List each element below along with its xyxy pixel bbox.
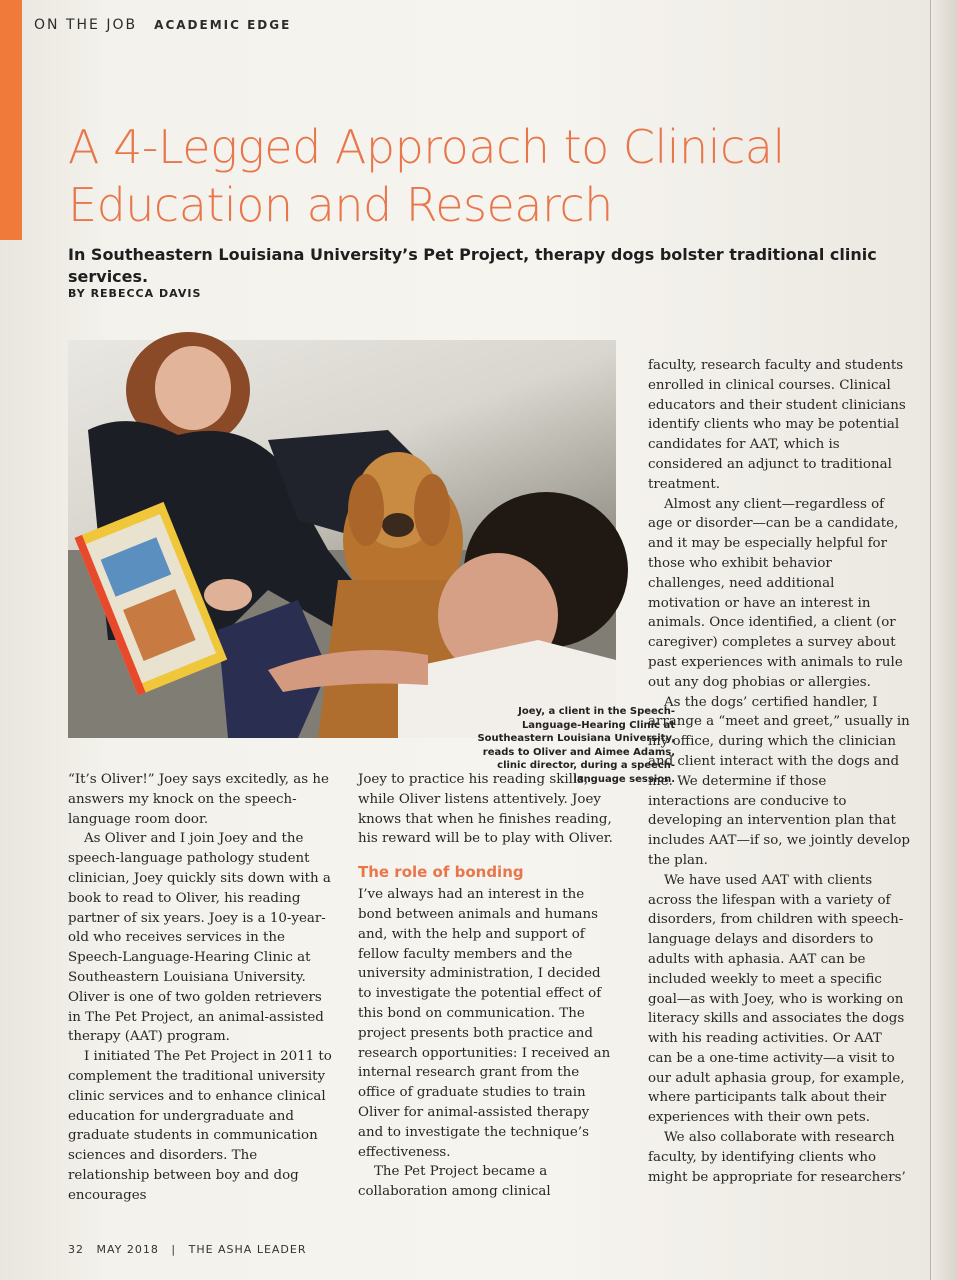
paragraph: As Oliver and I join Joey and the speech-language pathology student clinician, Joey quickly sits down with a book to read to Oliver, his reading partner of six years. Joey is a 10-year-old who receives services in the Speech-Language-Hearing Clinic at Southeastern Louisiana University. Oliver is one of two golden retrievers in The Pet Project, an animal-assisted therapy (AAT) program. (68, 831, 331, 1045)
text-column-2 (358, 770, 614, 1202)
issue-date: MAY 2018 (96, 1243, 159, 1256)
paragraph: I initiated The Pet Project in 2011 to complement the traditional university clinic services and to enhance clinical education for undergraduate and graduate students in communication sciences and disorders. The relationship between boy and dog encourages (68, 1049, 332, 1203)
paragraph: Joey to practice his reading skills, while Oliver listens attentively. Joey knows that when he finishes reading, his reward will be to play with Oliver. (358, 772, 613, 847)
article-deck: In Southeastern Louisiana University’s Pet Project, therapy dogs bolster traditional clinic services. (68, 245, 877, 286)
publication-name: THE ASHA LEADER (188, 1243, 307, 1256)
running-header (34, 14, 291, 33)
text-column-1 (68, 770, 336, 1206)
photo-illustration (68, 340, 616, 738)
paragraph: “It’s Oliver!” Joey says excitedly, as he answers my knock on the speech-language room door. (68, 772, 329, 827)
text-column-3 (648, 356, 910, 1187)
article-title: A 4-Legged Approach to Clinical Education and Research (68, 120, 785, 232)
article-photo (68, 340, 675, 785)
paragraph: We also collaborate with research faculty, by identifying clients who might be appropriate for researchers’ (648, 1130, 906, 1185)
paragraph: I’ve always had an interest in the bond between animals and humans and, with the help and support of fellow faculty members and the university administration, I decided to investigate the potential effect of this bond on communication. The project presents both practice and research opportunities: I received an internal research grant from the office of graduate studies to train Oliver for animal-assisted therapy and to investigate the technique’s effectiveness. (358, 887, 611, 1160)
paragraph: Almost any client—regardless of age or disorder—can be a candidate, and it may be especially helpful for those who exhibit behavior challenges, need additional motivation or have an interest in animals. Once identified, a client (or caregiver) completes a survey about past experiences with animals to rule out any dog phobias or allergies. (648, 496, 903, 690)
section-subhead: The role of bonding (358, 863, 524, 882)
paragraph: faculty, research faculty and students enrolled in clinical courses. Clinical educators and their student clinicians identify clients who may be potential candidates for AAT, which is considered an adjunct to traditional treatment. (648, 358, 906, 492)
byline: BY REBECCA DAVIS (68, 287, 202, 300)
subsection-label: ACADEMIC EDGE (154, 18, 292, 32)
photo-caption: Joey, a client in the Speech-Language-Hearing Clinic at Southeastern Louisiana University, reads to Oliver and Aimee Adams, clinic director, during a speech-language session. (477, 706, 675, 785)
page-footer (68, 1243, 315, 1256)
page-number: 32 (68, 1243, 84, 1256)
paragraph: As the dogs’ certified handler, I arrange a “meet and greet,” usually in my office, during which the clinician and client interact with the dogs and me. We determine if those interactions are conducive to developing an intervention plan that includes AAT—if so, we jointly develop the plan. (648, 694, 910, 868)
paragraph: The Pet Project became a collaboration among clinical (358, 1164, 551, 1200)
footer-separator: | (171, 1243, 177, 1256)
section-color-tab (0, 0, 22, 240)
section-label: ON THE JOB (34, 17, 138, 33)
paragraph: We have used AAT with clients across the lifespan with a variety of disorders, from children with speech-language delays and disorders to adults with aphasia. AAT can be included weekly to meet a specific goal—as with Joey, who is working on literacy skills and associates the dogs with his reading activities. Or AAT can be a one-time activity—a visit to our adult aphasia group, for example, where participants talk about their experiences with their own pets. (648, 872, 905, 1126)
